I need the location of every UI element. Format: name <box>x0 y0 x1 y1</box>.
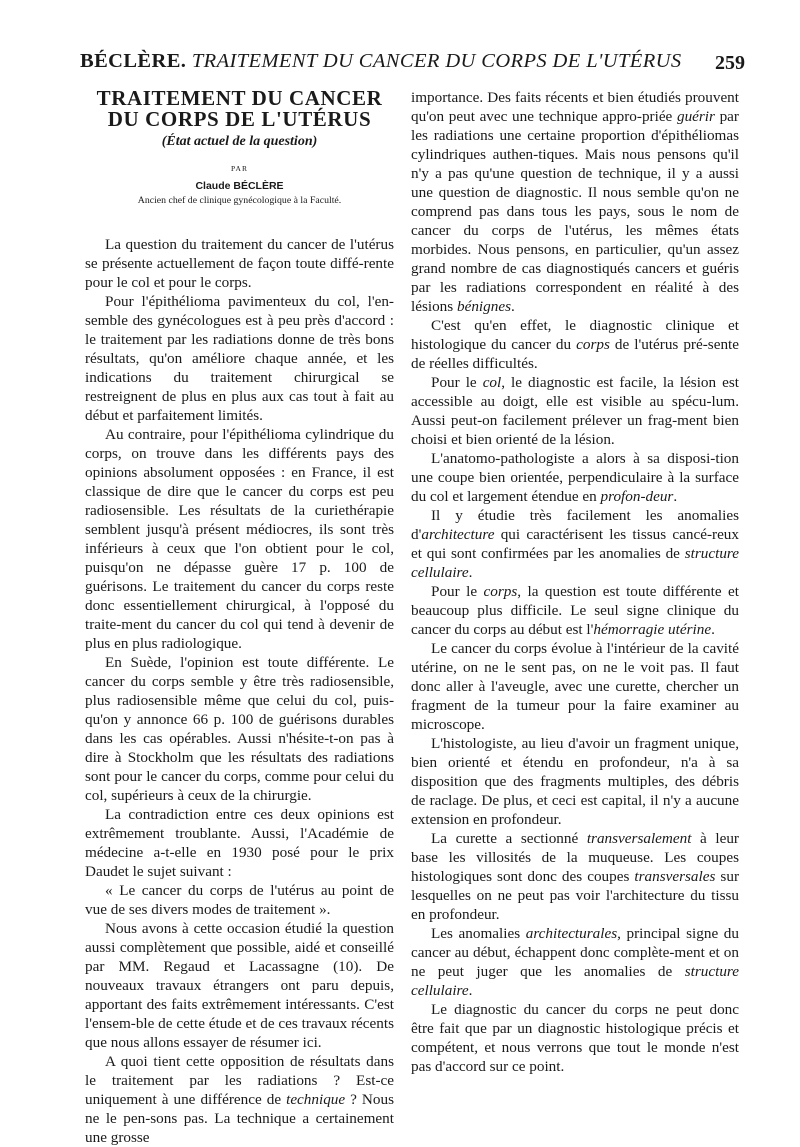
paragraph <box>411 316 739 373</box>
header-title: TRAITEMENT DU CANCER DU CORPS DE L'UTÉRUS <box>191 50 682 72</box>
text-run: « Le cancer du corps de l'utérus au point de vue de ses divers modes de traitement ». <box>85 882 394 918</box>
text-run: La contradiction entre ces deux opinions est extrêmement troublante. Aussi, l'Académie de médecine a-t-elle en 1930 posé pour le prix Daudet le sujet suivant : <box>85 806 394 880</box>
text-run: Le cancer du corps évolue à l'intérieur de la cavité utérine, on ne le sent pas, on ne le voit pas. Il faut donc aller à l'aveugle, avec une curette, chercher un fragment de la tumeur pour la faire examiner au microscope. <box>411 640 739 733</box>
paragraph <box>85 292 394 425</box>
emphasis: structure cellulaire <box>411 545 739 581</box>
text-run: . <box>468 564 473 581</box>
paragraph <box>411 582 739 639</box>
article-subtitle: (État actuel de la question) <box>161 134 318 149</box>
paragraph <box>411 373 739 449</box>
emphasis: bénignes <box>457 298 511 315</box>
text-run: La curette a sectionné <box>431 830 587 847</box>
by-line: PAR <box>231 164 248 173</box>
emphasis: hémorragie utérine <box>593 621 712 638</box>
left-column <box>85 88 394 1147</box>
emphasis: col <box>482 374 502 391</box>
text-run: . <box>673 488 678 505</box>
paragraph <box>411 924 739 1000</box>
text-run: Nous avons à cette occasion étudié la question aussi complètement que possible, aidé et conseillé par MM. Regaud et Lacassagne (10). De nouveaux travaux étrangers ont paru depuis, apportant des faits extrêmement intéressants. C'est l'ensem-ble de cette étude et de ces travaux récents que nous allons essayer de résumer ici. <box>85 920 394 1051</box>
text-run: sur lesquelles on ne peut pas voir l'architecture du tissu en profondeur. <box>411 868 739 923</box>
emphasis: structure cellulaire <box>411 963 739 999</box>
emphasis: architecturales <box>525 925 618 942</box>
paragraph <box>411 449 739 506</box>
text-run: de l'utérus pré-sente de réelles difficultés. <box>411 336 739 372</box>
paragraph <box>411 88 739 316</box>
paragraph <box>85 425 394 653</box>
paragraph <box>411 734 739 829</box>
text-run: Pour l'épithélioma pavimenteux du col, l'en-semble des gynécologues est à peu près d'accord : le traitement par les radiations donne de très bons résultats, qu'on améliore chaque année, et les indications du traitement chirurgical se restreignent de plus en plus aux cas tout à fait au début et parfaitement limités. <box>85 293 394 424</box>
text-run: . <box>511 298 515 315</box>
page-header <box>80 50 745 84</box>
paragraph <box>85 1052 394 1147</box>
article-title-line-1: TRAITEMENT DU CANCER <box>96 86 383 110</box>
left-paragraphs <box>85 235 394 1147</box>
text-run: importance. Des faits récents et bien étudiés prouvent qu'on peut avec une technique appro-priée <box>411 89 739 125</box>
emphasis: guérir <box>676 108 715 125</box>
right-column <box>411 88 739 1076</box>
text-run: par les radiations une certaine proportion d'épithéliomas cylindriques authen-tiques. Mais nous pensons qu'il n'y a pas qu'une question de technique, il y a aussi une question de diagnostic. Il nous semble qu'on ne comprend pas dans tous les pays, sous le nom de cancer du corps de l'utérus, les mêmes états morbides. Nous pensons, en particulier, qu'un assez grand nombre de cas diagnostiqués cancers et guéris par les radiations correspondent en réalité à des lésions <box>411 108 739 315</box>
text-run: L'anatomo-pathologiste a alors à sa disposi-tion une coupe bien orientée, perpendiculaire à la surface du col et largement étendue en <box>411 450 739 505</box>
text-run: Le diagnostic du cancer du corps ne peut donc être fait que par un diagnostic histologique précis et compétent, et nous verrons que tout le monde n'est pas d'accord sur ce point. <box>411 1001 739 1075</box>
text-run: , principal signe du cancer au début, échappent donc complète-ment et on ne peut juger que les anomalies de <box>411 925 739 980</box>
page-number: 259 <box>715 52 745 74</box>
text-run: qui caractérisent les tissus cancé-reux et qui sont confirmées par les anomalies de <box>411 526 739 562</box>
text-run: , la question est toute différente et beaucoup plus difficile. Le seul signe clinique du cancer du corps au début est l' <box>411 583 740 638</box>
text-run: ? Nous ne le pen-sons pas. La technique a certainement une grosse <box>85 1091 394 1146</box>
text-run: La question du traitement du cancer de l'utérus se présente actuellement de façon toute diffé-rente pour le col et pour le corps. <box>85 236 394 291</box>
emphasis: transversales <box>634 868 716 885</box>
text-run: . <box>468 982 473 999</box>
text-run: . <box>711 621 715 638</box>
text-run: L'histologiste, au lieu d'avoir un fragment unique, bien orienté et étendu en profondeur, n'a à sa disposition que des fragments multiples, des débris de raclage. De plus, et ceci est capital, il n'y a aucune extension en profondeur. <box>411 735 739 828</box>
emphasis: architecture <box>421 526 495 543</box>
paragraph <box>411 1000 739 1076</box>
text-run: Pour le <box>431 374 483 391</box>
paragraph <box>411 506 739 582</box>
text-run: A quoi tient cette opposition de résultats dans le traitement par les radiations ? Est-ce uniquement à une différence de <box>85 1053 394 1108</box>
paragraph <box>85 235 394 292</box>
paragraph <box>85 805 394 881</box>
paragraph <box>85 881 394 919</box>
paragraph <box>85 653 394 805</box>
running-title <box>80 50 682 73</box>
emphasis: corps <box>576 336 610 353</box>
text-run: C'est qu'en effet, le diagnostic clinique et histologique du cancer du <box>411 317 739 353</box>
paragraph <box>411 639 739 734</box>
emphasis: corps <box>483 583 518 600</box>
paragraph <box>411 829 739 924</box>
emphasis: profon-deur <box>600 488 674 505</box>
text-run: Il y étudie très facilement les anomalies d' <box>411 507 739 543</box>
text-run: Au contraire, pour l'épithélioma cylindrique du corps, on trouve dans les différents pays des opinions absolument opposées : en France, il est classique de dire que le cancer du corps est peu radiosensible. Les résultats de la curiethérapie semblent jusqu'à présent médiocres, ils sont très inférieurs à ceux que l'on obtient pour le col, puisqu'on ne dépasse guère 17 p. 100 de guérisons. Le traitement du cancer du corps reste donc essentiellement chirurgical, à l'opposé du traite-ment du cancer du col qui tend à devenir de plus en plus radiologique. <box>85 426 394 652</box>
right-paragraphs <box>411 88 739 1076</box>
text-run: Les anomalies <box>431 925 526 942</box>
text-run: En Suède, l'opinion est toute différente. Le cancer du corps semble y être très radiosensible, plus radiosensible même que celui du col, puis-qu'on y annonce 66 p. 100 de guérisons durables dans les cas opérables. Aussi n'hésite-t-on pas à dire à Stockholm que les résultats des radiations sont pour le cancer du corps, comme pour celui du col, supérieurs à ceux de la chirurgie. <box>85 654 394 804</box>
author-affiliation: Ancien chef de clinique gynécologique à la Faculté. <box>137 195 342 206</box>
text-run: Pour le <box>431 583 484 600</box>
text-run: à leur base les villosités de la muqueuse. Les coupes histologiques sont donc des coupes <box>411 830 739 885</box>
text-run: , le diagnostic est facile, la lésion est accessible au doigt, elle est visible au spécu-lum. Aussi peut-on facilement prélever un frag-ment bien choisi et bien orienté de la lésion. <box>411 374 740 448</box>
article-title-line-2: DU CORPS DE L'UTÉRUS <box>107 107 372 131</box>
header-author: BÉCLÈRE. <box>80 50 187 72</box>
author-name: Claude BÉCLÈRE <box>195 180 284 192</box>
article-title <box>85 88 394 130</box>
emphasis: technique <box>286 1091 346 1108</box>
paragraph <box>85 919 394 1052</box>
emphasis: transversalement <box>586 830 692 847</box>
